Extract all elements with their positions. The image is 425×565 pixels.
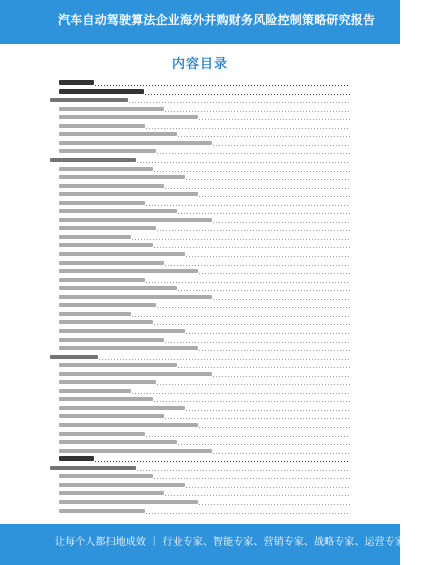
toc-entry[interactable] xyxy=(59,370,357,378)
toc-entry[interactable] xyxy=(59,336,357,344)
toc-leader-dots xyxy=(199,273,350,274)
toc-entry[interactable] xyxy=(59,489,357,497)
toc-leader-dots xyxy=(178,213,350,214)
toc-entry-label xyxy=(59,235,132,241)
toc-leader-dots xyxy=(213,222,350,223)
toc-entry[interactable] xyxy=(59,318,357,326)
unreadable-toc-text xyxy=(59,286,177,290)
toc-leader-dots xyxy=(154,401,350,402)
unreadable-toc-text xyxy=(59,149,156,153)
unreadable-toc-text xyxy=(59,167,153,171)
toc-entry[interactable] xyxy=(59,130,357,138)
toc-leader-dots xyxy=(186,179,350,180)
toc-entry[interactable] xyxy=(59,507,357,515)
toc-entry-label xyxy=(59,346,199,352)
unreadable-toc-text xyxy=(59,226,156,230)
unreadable-toc-text xyxy=(50,158,136,162)
toc-entry-label xyxy=(59,414,165,420)
unreadable-toc-text xyxy=(59,80,94,85)
toc-leader-dots xyxy=(165,342,350,343)
toc-entry[interactable] xyxy=(59,438,357,446)
toc-entry-label xyxy=(59,303,157,309)
toc-entry[interactable] xyxy=(59,481,357,489)
toc-entry[interactable] xyxy=(59,88,357,96)
unreadable-toc-text xyxy=(59,491,164,495)
unreadable-toc-text xyxy=(50,466,136,470)
unreadable-toc-text xyxy=(59,175,185,179)
unreadable-toc-text xyxy=(59,406,185,410)
unreadable-toc-text xyxy=(59,509,145,513)
toc-entry[interactable] xyxy=(59,276,357,284)
toc-entry[interactable] xyxy=(59,344,357,352)
unreadable-toc-text xyxy=(59,423,198,427)
toc-leader-dots xyxy=(154,247,350,248)
toc-entry-label xyxy=(59,500,199,506)
toc-leader-dots xyxy=(213,453,350,454)
unreadable-toc-text xyxy=(59,184,164,188)
toc-entry-label xyxy=(59,329,186,335)
toc-leader-dots xyxy=(186,487,350,488)
toc-entry-label xyxy=(50,98,129,104)
toc-leader-dots xyxy=(157,384,350,385)
toc-entry[interactable] xyxy=(59,378,357,386)
toc-leader-dots xyxy=(186,256,350,257)
toc-entry-label xyxy=(59,252,186,258)
report-header xyxy=(0,0,400,44)
toc-leader-dots xyxy=(165,188,350,189)
toc-entry[interactable] xyxy=(59,173,357,181)
toc-leader-dots xyxy=(186,410,350,411)
toc-entry-label xyxy=(59,509,146,515)
toc-entry-label xyxy=(59,295,213,301)
toc-entry[interactable] xyxy=(59,301,357,309)
toc-entry[interactable] xyxy=(59,250,357,258)
toc-leader-dots xyxy=(165,111,350,112)
unreadable-toc-text xyxy=(59,201,145,205)
toc-entry-label xyxy=(59,406,186,412)
toc-entry[interactable] xyxy=(59,147,357,155)
footer-text: 让每个人都扫地成效 ｜ 行业专家、智能专家、营销专家、战略专家、运营专家…… xyxy=(55,537,425,548)
toc-entry[interactable] xyxy=(59,472,357,480)
toc-entry-label xyxy=(59,269,199,275)
toc-leader-dots xyxy=(95,461,350,462)
toc-entry-label xyxy=(59,423,199,429)
unreadable-toc-text xyxy=(59,474,153,478)
toc-entry-label xyxy=(59,218,213,224)
toc-entry[interactable] xyxy=(59,259,357,267)
toc-leader-dots xyxy=(146,205,350,206)
toc-entry[interactable] xyxy=(59,190,357,198)
toc-entry[interactable] xyxy=(59,284,357,292)
toc-entry[interactable] xyxy=(59,430,357,438)
unreadable-toc-text xyxy=(59,380,156,384)
unreadable-toc-text xyxy=(59,440,177,444)
unreadable-toc-text xyxy=(59,414,164,418)
toc-entry-label xyxy=(59,184,165,190)
toc-entry-label xyxy=(59,491,165,497)
toc-entry-label xyxy=(59,124,146,130)
unreadable-toc-text xyxy=(59,218,212,222)
unreadable-toc-text xyxy=(59,124,145,128)
toc-entry-label xyxy=(59,338,165,344)
toc-entry-label xyxy=(59,192,199,198)
toc-entry[interactable] xyxy=(59,182,357,190)
unreadable-toc-text xyxy=(59,278,145,282)
toc-leader-dots xyxy=(154,171,350,172)
toc-leader-dots xyxy=(137,470,350,471)
unreadable-toc-text xyxy=(59,483,185,487)
toc-entry-label xyxy=(59,175,186,181)
toc-entry-label xyxy=(50,158,137,164)
toc-entry[interactable] xyxy=(59,79,357,87)
toc-leader-dots xyxy=(165,265,350,266)
toc-entry[interactable] xyxy=(59,216,357,224)
toc-leader-dots xyxy=(146,282,350,283)
toc-leader-dots xyxy=(154,324,350,325)
toc-leader-dots xyxy=(132,239,350,240)
toc-entry[interactable] xyxy=(59,404,357,412)
unreadable-toc-text xyxy=(59,346,198,350)
unreadable-toc-text xyxy=(59,500,198,504)
unreadable-toc-text xyxy=(59,107,164,111)
toc-entry[interactable] xyxy=(50,353,357,361)
unreadable-toc-text xyxy=(59,115,198,119)
toc-entry[interactable] xyxy=(59,139,357,147)
toc-entry[interactable] xyxy=(59,455,357,463)
unreadable-toc-text xyxy=(59,295,212,299)
toc-entry[interactable] xyxy=(59,113,357,121)
toc-entry[interactable] xyxy=(50,156,357,164)
toc-entry-label xyxy=(59,380,157,386)
unreadable-toc-text xyxy=(59,432,145,436)
toc-entry[interactable] xyxy=(59,122,357,130)
unreadable-toc-text xyxy=(59,456,94,461)
toc-leader-dots xyxy=(132,316,350,317)
toc-entry[interactable] xyxy=(59,233,357,241)
table-of-contents xyxy=(43,79,357,517)
unreadable-toc-text xyxy=(59,89,144,94)
toc-entry[interactable] xyxy=(59,207,357,215)
toc-entry-label xyxy=(59,167,154,173)
toc-entry-label xyxy=(59,132,178,138)
toc-entry[interactable] xyxy=(59,498,357,506)
unreadable-toc-text xyxy=(59,397,153,401)
toc-leader-dots xyxy=(199,427,350,428)
toc-entry-label xyxy=(59,363,178,369)
toc-entry-label xyxy=(59,209,178,215)
toc-entry-label xyxy=(50,355,99,361)
toc-leader-dots xyxy=(199,504,350,505)
toc-entry[interactable] xyxy=(59,310,357,318)
toc-entry[interactable] xyxy=(50,96,357,104)
toc-entry-label xyxy=(59,149,157,155)
toc-entry-label xyxy=(59,397,154,403)
unreadable-toc-text xyxy=(50,98,128,102)
toc-entry[interactable] xyxy=(59,199,357,207)
toc-leader-dots xyxy=(99,359,350,360)
unreadable-toc-text xyxy=(59,372,212,376)
unreadable-toc-text xyxy=(59,338,164,342)
toc-entry-label xyxy=(50,466,137,472)
toc-entry[interactable] xyxy=(59,293,357,301)
unreadable-toc-text xyxy=(59,303,156,307)
toc-leader-dots xyxy=(165,418,350,419)
toc-leader-dots xyxy=(165,495,350,496)
toc-entry[interactable] xyxy=(59,105,357,113)
toc-leader-dots xyxy=(154,478,350,479)
toc-entry-label xyxy=(59,226,157,232)
toc-entry-label xyxy=(59,141,213,147)
toc-leader-dots xyxy=(146,513,350,514)
toc-entry[interactable] xyxy=(59,395,357,403)
toc-leader-dots xyxy=(146,436,350,437)
toc-entry-label xyxy=(59,483,186,489)
toc-leader-dots xyxy=(95,85,350,86)
unreadable-toc-text xyxy=(59,312,131,316)
toc-entry-label xyxy=(59,278,146,284)
toc-entry-label xyxy=(59,389,132,395)
toc-entry[interactable] xyxy=(59,387,357,395)
toc-leader-dots xyxy=(129,102,350,103)
toc-entry[interactable] xyxy=(59,241,357,249)
toc-leader-dots xyxy=(157,153,350,154)
toc-leader-dots xyxy=(178,136,350,137)
unreadable-toc-text xyxy=(50,355,98,359)
toc-entry[interactable] xyxy=(59,361,357,369)
toc-entry-label xyxy=(59,440,178,446)
toc-leader-dots xyxy=(157,307,350,308)
unreadable-toc-text xyxy=(59,192,198,196)
toc-entry-label xyxy=(59,261,165,267)
report-footer xyxy=(0,524,425,565)
toc-entry-label xyxy=(59,243,154,249)
unreadable-toc-text xyxy=(59,261,164,265)
toc-leader-dots xyxy=(132,393,350,394)
toc-entry[interactable] xyxy=(59,327,357,335)
toc-leader-dots xyxy=(137,162,350,163)
toc-leader-dots xyxy=(199,196,350,197)
toc-entry-label xyxy=(59,372,213,378)
toc-leader-dots xyxy=(213,145,350,146)
unreadable-toc-text xyxy=(59,132,177,136)
unreadable-toc-text xyxy=(59,320,153,324)
toc-entry-label xyxy=(59,320,154,326)
toc-leader-dots xyxy=(157,230,350,231)
toc-entry-label xyxy=(59,312,132,318)
toc-entry-label xyxy=(59,432,146,438)
toc-entry-label xyxy=(59,80,95,87)
toc-entry-label xyxy=(59,115,199,121)
toc-entry[interactable] xyxy=(59,224,357,232)
toc-entry[interactable] xyxy=(59,267,357,275)
unreadable-toc-text xyxy=(59,269,198,273)
toc-entry-label xyxy=(59,449,213,455)
unreadable-toc-text xyxy=(59,363,177,367)
toc-leader-dots xyxy=(199,119,350,120)
unreadable-toc-text xyxy=(59,252,185,256)
toc-entry[interactable] xyxy=(59,412,357,420)
unreadable-toc-text xyxy=(59,209,177,213)
toc-entry-label xyxy=(59,89,145,96)
toc-entry-label xyxy=(59,286,178,292)
table-of-contents-title: 内容目录 xyxy=(171,57,228,72)
toc-entry[interactable] xyxy=(59,421,357,429)
toc-entry-label xyxy=(59,107,165,113)
toc-leader-dots xyxy=(199,350,350,351)
toc-leader-dots xyxy=(213,376,350,377)
unreadable-toc-text xyxy=(59,235,131,239)
toc-entry-label xyxy=(59,201,146,207)
unreadable-toc-text xyxy=(59,141,212,145)
toc-leader-dots xyxy=(145,94,350,95)
toc-leader-dots xyxy=(178,444,350,445)
toc-entry-label xyxy=(59,456,95,463)
toc-leader-dots xyxy=(213,299,350,300)
toc-entry-label xyxy=(59,474,154,480)
toc-entry[interactable] xyxy=(59,447,357,455)
unreadable-toc-text xyxy=(59,329,185,333)
unreadable-toc-text xyxy=(59,449,212,453)
unreadable-toc-text xyxy=(59,389,131,393)
toc-entry[interactable] xyxy=(50,464,357,472)
toc-leader-dots xyxy=(146,128,350,129)
toc-leader-dots xyxy=(186,333,350,334)
toc-leader-dots xyxy=(178,367,350,368)
unreadable-toc-text xyxy=(59,243,153,247)
toc-entry[interactable] xyxy=(59,165,357,173)
toc-leader-dots xyxy=(178,290,350,291)
report-title: 汽车自动驾驶算法企业海外并购财务风险控制策略研究报告 xyxy=(58,13,376,27)
